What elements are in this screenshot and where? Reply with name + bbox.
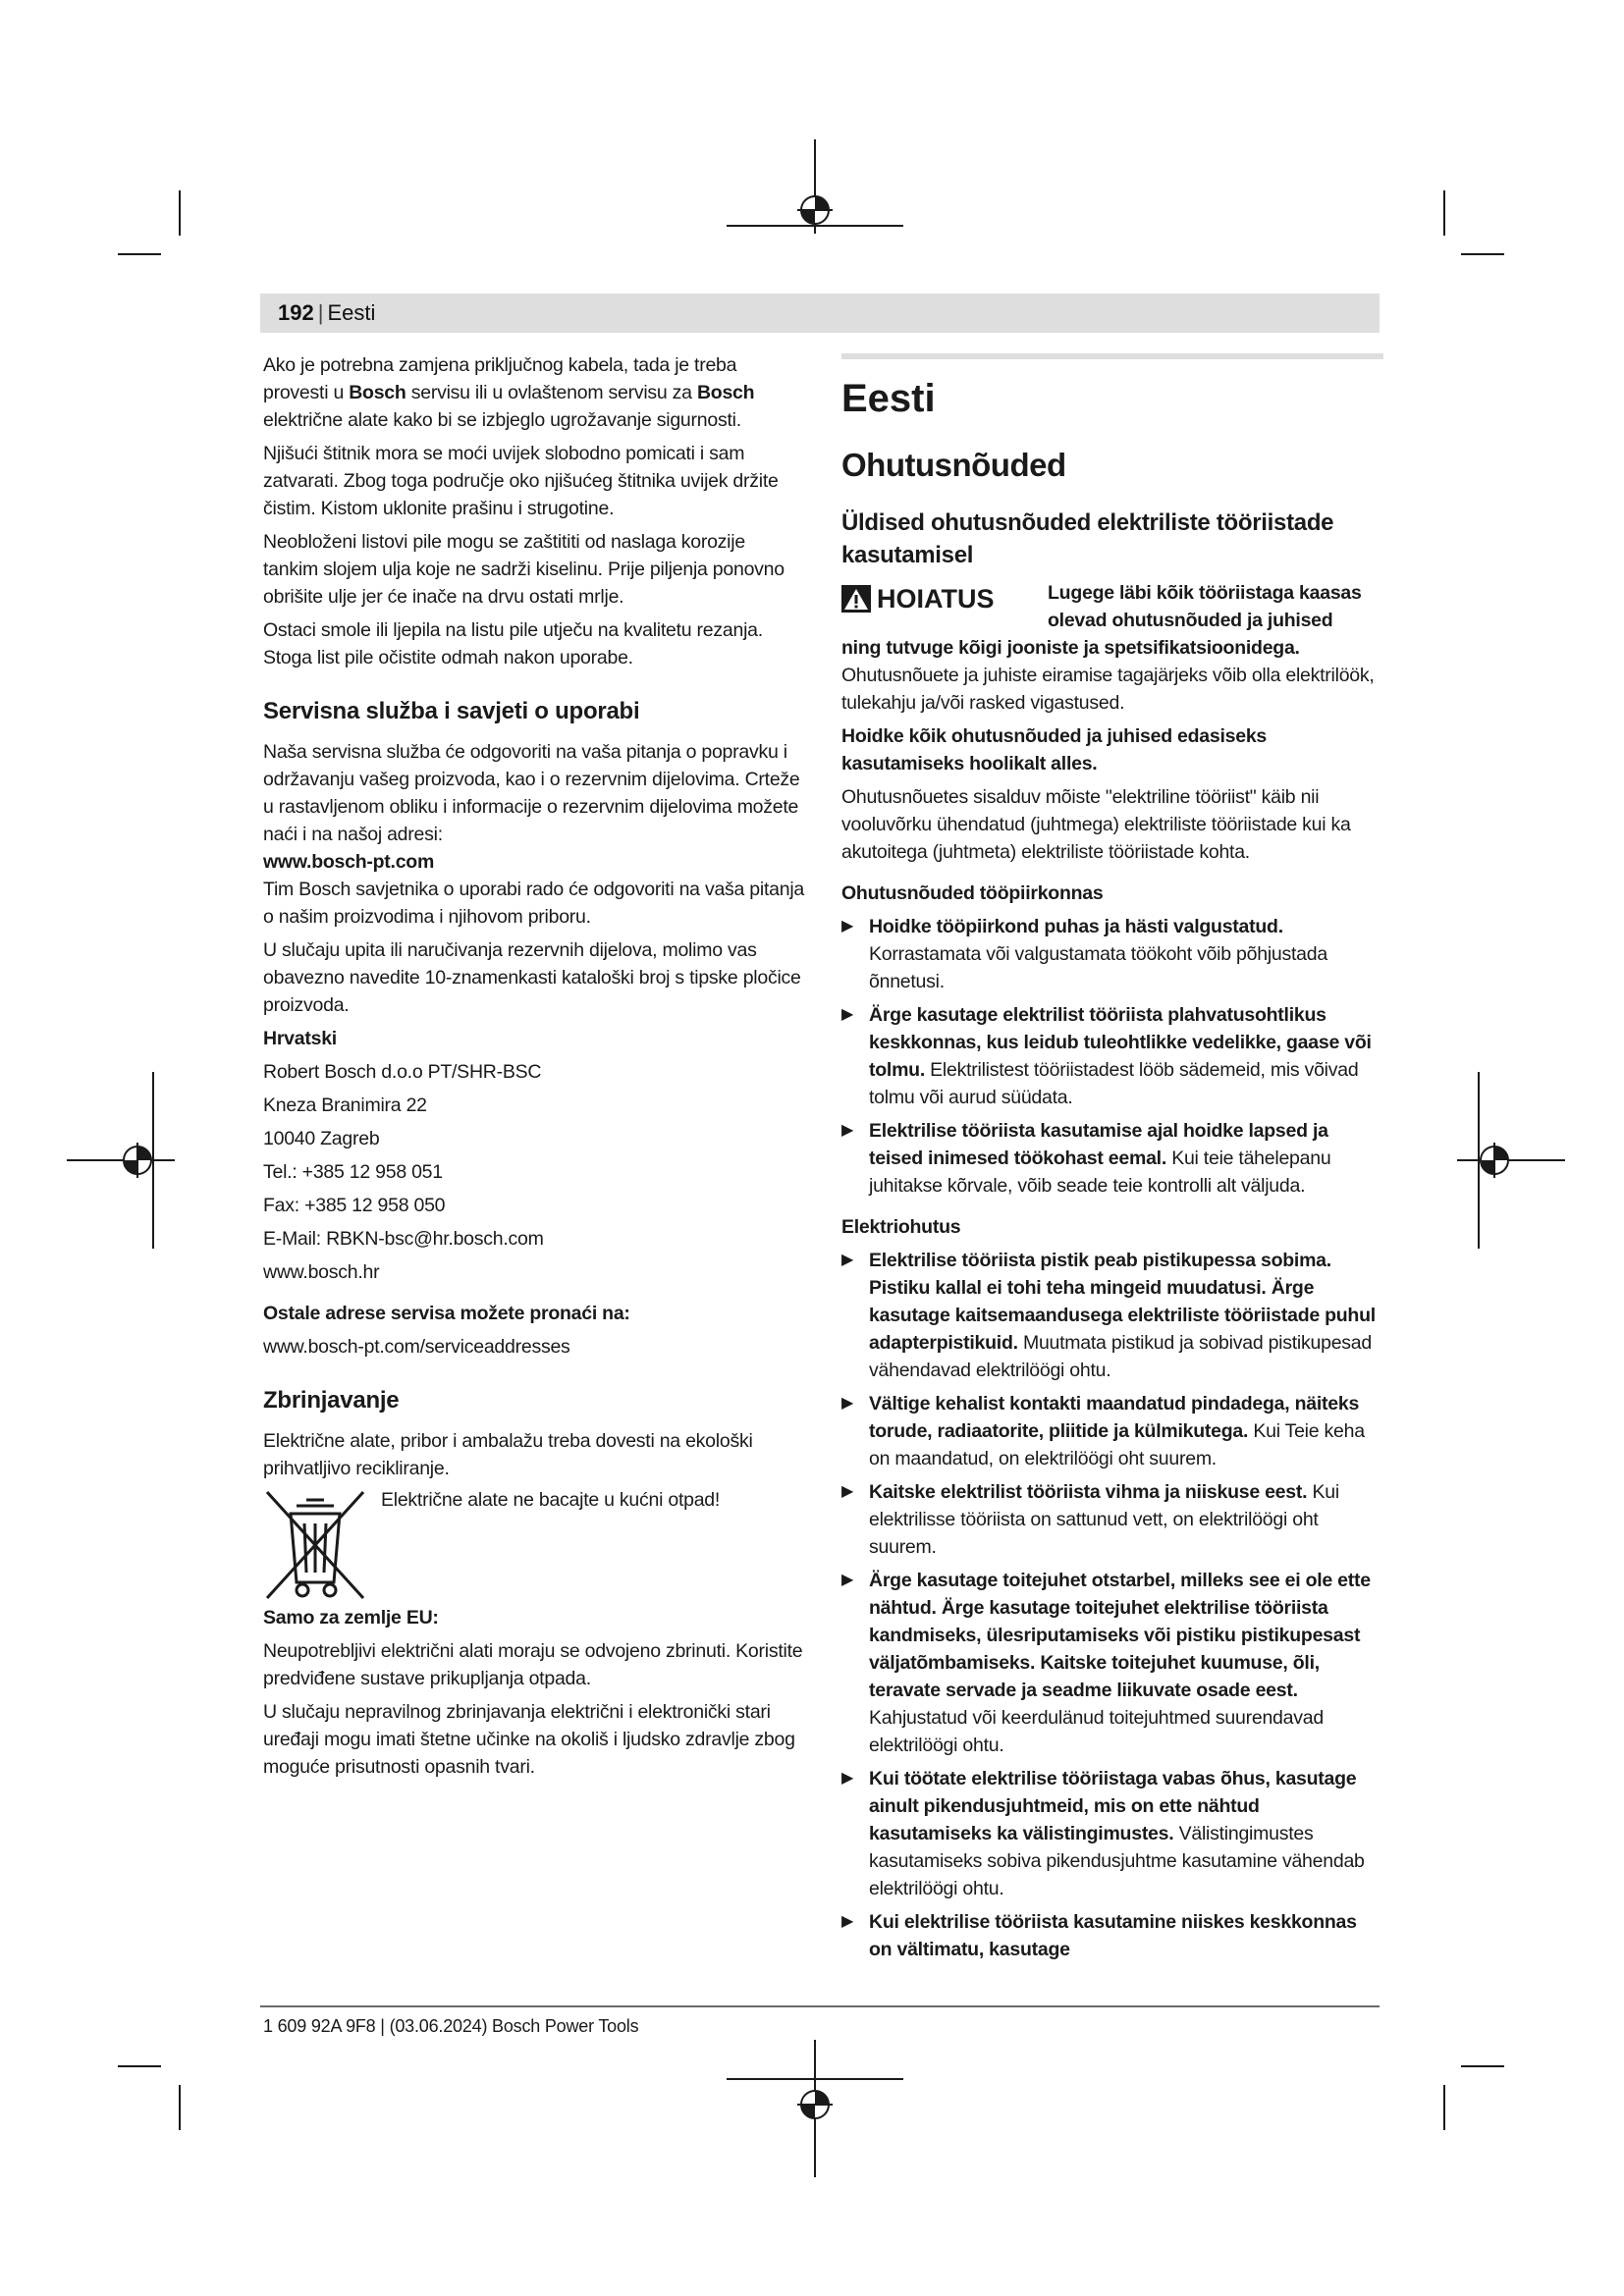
bullet-arrow-icon: ▶ [841,1122,854,1139]
electrical-heading: Elektriohutus [841,1216,961,1238]
text-run: Välistingimustes kasutamiseks sobiva pikendusjuhtme kasutamine vähendab elektrilöögi ohtu. [869,1823,1365,1899]
warning-note: Ohutusnõuete ja juhiste eiramise tagajärjeks võib olla elektrilöök, tulekahju ja/või rasked vigastused. [841,665,1375,714]
address-country: Hrvatski [263,1028,337,1049]
address-web: www.bosch.hr [263,1261,380,1283]
service-paragraph: Naša servisna služba će odgovoriti na vaša pitanja o popravku i održavanju vašeg proizvoda, kao i o rezervnim dijelovima. Crteže u rastavljenom obliku i informacije o rezervnim dijelovima možete naći i na našoj adresi: [263,741,800,845]
bold-text-run: Kaitske elektrilist tööriista vihma ja niiskuse eest. [869,1481,1308,1503]
electrical-list [841,1247,1383,1963]
page-header-bar [260,294,1380,333]
section-title: Ohutusnõuded [841,447,1066,483]
page-number: 192 [278,300,314,325]
list-item [841,1478,1383,1561]
waste-notice [263,1486,805,1604]
workplace-heading: Ohutusnõuded tööpiirkonnas [841,882,1104,904]
bullet-arrow-icon: ▶ [841,1483,854,1500]
list-item [841,1567,1383,1759]
registration-mark-right-icon [1457,1072,1565,1249]
right-column [841,351,1383,1969]
list-item [841,1001,1383,1111]
bold-text-run: Kui elektrilise tööriista kasutamine niiskes keskkonnas on vältimatu, kasutage [869,1911,1357,1960]
paragraph [263,351,805,434]
crossed-bin-icon [263,1488,367,1602]
address-city: 10040 Zagreb [263,1128,380,1149]
text-run: Elektrilistest tööriistadest lööb sädemeid, mis võivad tolmu või aurud süüdata. [869,1059,1359,1108]
warning-triangle-icon [841,585,871,613]
bold-text-run: Hoidke tööpiirkond puhas ja hästi valgustatud. [869,916,1283,937]
bold-text-run: Bosch [696,382,755,403]
disposal-paragraph: U slučaju nepravilnog zbrinjavanja električni i elektronički stari uređaji mogu imati štetne učinke na okoliš i ljudsko zdravlje zbog moguće prisutnosti opasnih tvari. [263,1701,795,1778]
service-paragraph: U slučaju upita ili naručivanja rezervnih dijelova, molimo vas obavezno navedite 10-znamenkasti kataloški broj s tipske pločice proizvoda. [263,939,801,1016]
text-run: Kui teie tähelepanu juhitakse kõrvale, võib seade teie kontrolli alt väljuda. [869,1148,1331,1197]
paragraph [263,440,805,522]
bold-text-run: Kui töötate elektrilise tööriistaga vabas õhus, kasutage ainult pikendusjuhtmeid, mis on ette nähtud kasutamiseks ka välistingimustes. [869,1768,1357,1844]
keep-instructions: Hoidke kõik ohutusnõuded ja juhised edasiseks kasutamiseks hoolikalt alles. [841,725,1268,774]
workplace-list [841,913,1383,1200]
text-run: električne alate kako bi se izbjeglo ugrožavanje sigurnosti. [263,409,741,431]
service-url: www.bosch-pt.com [263,851,435,873]
text-run: servisu ili u ovlaštenom servisu za [406,382,697,403]
disposal-paragraph: Električne alate, pribor i ambalažu treba dovesti na ekološki prihvatljivo recikliranje. [263,1430,753,1479]
bullet-arrow-icon: ▶ [841,1395,854,1412]
text-run: Korrastamata või valgustamata töökoht võib põhjustada õnnetusi. [869,943,1327,992]
bullet-arrow-icon: ▶ [841,1252,854,1268]
bold-text-run: Vältige kehalist kontakti maandatud pindadega, näiteks torude, radiaatorite, pliitide ja külmikutega. [869,1393,1360,1442]
paragraph [263,528,805,611]
warning-row [841,579,1383,634]
list-item [841,1765,1383,1902]
page-header [278,298,375,328]
bold-text-run: Ärge kasutage elektrilist tööriista plahvatusohtlikus keskkonnas, kus leidub tuleohtlikke vedelikke, gaase või tolmu. [869,1004,1372,1081]
text-run: Ostaci smole ili ljepila na listu pile utječu na kvalitetu rezanja. Stoga list pile očistite odmah nakon uporabe. [263,619,763,668]
address-company: Robert Bosch d.o.o PT/SHR-BSC [263,1061,542,1083]
intro-paragraphs [263,351,805,671]
bold-text-run: Ärge kasutage toitejuhet otstarbel, milleks see ei ole ette nähtud. Ärge kasutage toitejuhet elektrilise tööriista kandmiseks, ülesriputamiseks või pistiku pistikupesast väljatõmbamiseks. Kaitske toitejuhet kuumuse, õli, teravate servade ja seadme liikuvate osade eest. [869,1570,1371,1701]
registration-mark-bottom-icon [727,2040,903,2177]
header-separator: | [317,300,324,325]
address-street: Kneza Branimira 22 [263,1095,427,1116]
address-email: E-Mail: RBKN-bsc@hr.bosch.com [263,1228,544,1250]
paragraph [263,616,805,671]
warning-text: Lugege läbi kõik tööriistaga kaasas olevad ohutusnõuded ja juhised [1048,582,1362,631]
bullet-arrow-icon: ▶ [841,1770,854,1787]
bullet-arrow-icon: ▶ [841,1572,854,1588]
bullet-arrow-icon: ▶ [841,1913,854,1930]
service-address [263,1025,805,1361]
bullet-arrow-icon: ▶ [841,918,854,934]
service-heading: Servisna služba i savjeti o uporabi [263,698,640,724]
list-item [841,913,1383,995]
text-run: Kui elektrilisse tööriista on sattunud vett, on elektrilöögi oht suurem. [869,1481,1339,1558]
bullet-arrow-icon: ▶ [841,1006,854,1023]
bold-text-run: Bosch [349,382,406,403]
other-addresses-url: www.bosch-pt.com/serviceaddresses [263,1336,570,1358]
address-fax: Fax: +385 12 958 050 [263,1195,446,1216]
waste-text: Električne alate ne bacajte u kućni otpad! [381,1489,721,1511]
list-item [841,1117,1383,1200]
warning-badge [841,583,995,614]
footer-rule [260,2005,1380,2007]
disposal-paragraph: Neupotrebljivi električni alati moraju se odvojeno zbrinuti. Koristite predviđene sustave prikupljanja otpada. [263,1640,803,1689]
text-run: Ako je potrebna zamjena priključnog kabela, tada je treba provesti u [263,354,737,403]
list-item [841,1247,1383,1384]
text-run: Kahjustatud või keerdulänud toitejuhtmed suurendavad elektrilöögi ohtu. [869,1707,1324,1756]
text-run: Muutmata pistikud ja sobivad pistikupesad vähendavad elektrilöögi ohtu. [869,1332,1372,1381]
section-rule [841,353,1383,359]
bold-text-run: Elektrilise tööriista pistik peab pistikupessa sobima. Pistiku kallal ei tohi teha mingeid muudatusi. Ärge kasutage kaitsemaandusega elektriliste tööriistade puhul adapterpistikuid. [869,1250,1376,1354]
warning-continuation: ning tutvuge kõigi jooniste ja spetsifikatsioonidega. [841,637,1300,659]
eu-heading: Samo za zemlje EU: [263,1607,439,1629]
definition-paragraph: Ohutusnõuetes sisalduv mõiste "elektriline tööriist" käib nii vooluvõrku ühendatud (juhtmega) elektriliste tööriistade kui ka akutoitega (juhtmeta) elektriliste tööriistade kohta. [841,786,1351,863]
chapter-title: Eesti [841,377,936,420]
page-footer: 1 609 92A 9F8 | (03.06.2024) Bosch Power Tools [263,2016,639,2036]
text-run: Kui Teie keha on maandatud, on elektrilöögi oht suurem. [869,1420,1365,1469]
bold-text-run: Elektrilise tööriista kasutamise ajal hoidke lapsed ja teised inimesed töökohast eemal. [869,1120,1328,1169]
left-column [263,351,805,1787]
registration-mark-top-icon [727,139,903,273]
text-run: Njišući štitnik mora se moći uvijek slobodno pomicati i sam zatvarati. Zbog toga područje oko njišućeg štitnika uvijek držite čistim. Kistom uklonite prašinu i strugotine. [263,443,779,519]
service-paragraph: Tim Bosch savjetnika o uporabi rado će odgovoriti na vaša pitanja o našim proizvodima i njihovom priboru. [263,879,805,928]
list-item [841,1908,1383,1963]
address-tel: Tel.: +385 12 958 051 [263,1161,443,1183]
other-addresses-label: Ostale adrese servisa možete pronaći na: [263,1303,630,1324]
disposal-heading: Zbrinjavanje [263,1387,400,1414]
warning-label: HOIATUS [877,584,995,614]
text-run: Neobloženi listovi pile mogu se zaštititi od naslaga korozije tankim slojem ulja koje ne sadrži kiselinu. Prije piljenja ponovno obrišite ulje jer će inače na drvu ostati mrlje. [263,531,785,608]
registration-mark-left-icon [67,1072,175,1249]
header-section: Eesti [327,300,376,325]
subsection-title: Üldised ohutusnõuded elektriliste tööriistade kasutamisel [841,509,1334,568]
list-item [841,1390,1383,1472]
